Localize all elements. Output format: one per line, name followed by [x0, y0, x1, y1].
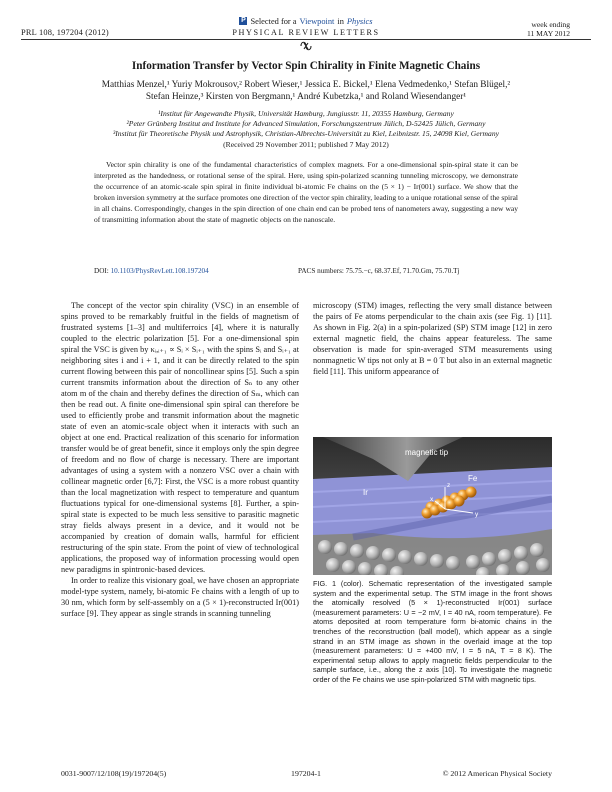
- selected-in: in: [337, 16, 344, 26]
- body-right-column: [313, 300, 552, 377]
- affiliations: [40, 109, 572, 139]
- physics-link[interactable]: Physics: [346, 16, 373, 26]
- paragraph: microscopy (STM) images, reflecting the very small distance between the pairs of Fe atoms perpendicular to the chain axis (see Fig. 1) [11]. As shown in Fig. 2(a) in a spin-polarized (SP) STM image [12] in zero external magnetic field, the chains appear featureless. The same observation is made for spin-averaged STM measurements using nonmagnetic W tips not only at B = 0 T but also in an external magnetic field [11]. This uniform appearance of: [313, 301, 552, 376]
- figure-1: [313, 437, 552, 575]
- affiliation-2: ²Peter Grünberg Institut and Institute for Advanced Simulation, Forschungszentrum Jülich, D-52425 Jülich, Germany: [126, 119, 486, 128]
- week-ending-date: 11 MAY 2012: [526, 29, 570, 38]
- footer-issn: 0031-9007/12/108(19)/197204(5): [61, 769, 167, 778]
- viewpoint-icon: P: [241, 17, 246, 24]
- author-list: [40, 79, 572, 103]
- doi-label: DOI:: [94, 267, 109, 275]
- suggestion-icon: [296, 40, 316, 56]
- journal-citation: PRL 108, 197204 (2012): [21, 28, 109, 37]
- selected-prefix: Selected for a: [250, 16, 297, 26]
- pacs-numbers: PACS numbers: 75.75.−c, 68.37.Ef, 71.70.Gm, 75.70.Tj: [298, 267, 460, 275]
- journal-name: PHYSICAL REVIEW LETTERS: [232, 27, 380, 37]
- article-title: Information Transfer by Vector Spin Chirality in Finite Magnetic Chains: [131, 60, 481, 72]
- issue-date: [527, 20, 570, 38]
- viewpoint-banner: [0, 15, 612, 37]
- week-ending-label: week ending: [531, 20, 570, 29]
- authors-line-1: Matthias Menzel,¹ Yuriy Mokrousov,² Robert Wieser,¹ Jessica E. Bickel,¹ Elena Vedmedenko,¹ Stefan Blügel,²: [101, 80, 511, 90]
- viewpoint-link[interactable]: Viewpoint: [299, 16, 335, 26]
- footer-page-number: 197204-1: [291, 769, 321, 778]
- label-x-axis: x: [430, 496, 434, 503]
- paragraph: In order to realize this visionary goal, we have chosen an appropriate model-type system, namely, bi-atomic Fe chains with a length of up to 30 nm, which form by self-assembly on a (5 × 1)-reconstructed Ir(001) surface [9]. They appear as single strands in scanning tunneling: [61, 576, 299, 618]
- label-ir: Ir: [363, 488, 368, 497]
- doi-line: [94, 267, 209, 275]
- figure-1-illustration: [313, 437, 552, 575]
- authors-line-2: Stefan Heinze,³ Kirsten von Bergmann,¹ André Kubetzka,¹ and Roland Wiesendanger¹: [145, 92, 467, 102]
- label-z-axis: z: [447, 482, 451, 489]
- label-magnetic-tip: magnetic tip: [405, 448, 449, 457]
- figure-1-caption: FIG. 1 (color). Schematic representation of the investigated sample system and the experimental setup. The STM image in the front shows the atomically resolved (5 × 1)-reconstructed Ir(001) surface (measurement parameters: U = −2 mV, I = 40 nA, room temperature). Fe atoms deposited at room temperature form bi-atomic chains in the trenches of the reconstruction (ball model), which appear as a single strand in an STM image as shown in the overlaid image at the top (measurement parameters: U = +400 mV, I = 5 nA, T = 8 K). The experimental setup allows to apply magnetic fields perpendicular to the sample surface, i.e., along the z axis [10]. To investigate the magnetic order of the Fe chains we use spin-polarized STM with magnetic tips.: [313, 579, 552, 684]
- label-fe: Fe: [468, 474, 478, 483]
- body-left-column: [61, 300, 299, 619]
- label-y-axis: y: [475, 511, 479, 518]
- affiliation-3: ³Institut für Theoretische Physik und Astrophysik, Christian-Albrechts-Universität zu Kiel, Leibnizstr. 15, 24098 Kiel, Germany: [112, 129, 500, 138]
- footer-copyright: © 2012 American Physical Society: [442, 769, 552, 778]
- abstract: Vector spin chirality is one of the fundamental characteristics of complex magnets. For a one-dimensional spin-spiral state it can be interpreted as the handedness, or rotational sense of the spiral. Here, using spin-polarized scanning tunneling microscopy, we demonstrate the occurrence of an atomic-scale spin spiral in finite individual bi-atomic Fe chains on the (5 × 1) − Ir(001) surface. We show that the broken inversion symmetry at the surface promotes one direction of the vector spin chirality, leading to a unique rotational sense of the spiral in all chains. Correspondingly, changes in the spin direction of one chain end can be probed tens of nanometers away, suggesting a new way of transmitting information about the state of magnetic objects on the nanoscale.: [94, 160, 518, 224]
- affiliation-1: ¹Institut für Angewandte Physik, Universität Hamburg, Jungiusstr. 11, 20355 Hamburg, Germany: [158, 109, 454, 118]
- received-dates: (Received 29 November 2011; published 7 May 2012): [223, 140, 389, 149]
- paragraph: The concept of the vector spin chirality (VSC) in an ensemble of spins proved to be remarkably fruitful in the fields of magnetism of frustrated systems [1–3] and multiferroics [4], where it is naturally coupled to the electric polarization [5]. For a one-dimensional spin spiral the VSC is given by κᵢ,ᵢ₊₁ ∝ Sᵢ × Sᵢ₊₁ with the spins Sᵢ and Sᵢ₊₁ at neighboring sites i and i + 1, and it can be directly related to the spin current flowing between this pair of noncollinear spins [5]. Such a spin current transmits information about the direction of Sₙ to any other atom m of the chain and thereby defines the direction of Sₘ, which can then be read out. A finite one-dimensional spin spiral can therefore be used to efficiently probe and transmit information about the magnetic state of even an atomic-scale object when it interacts with such an object at one end. Practical realization of this scenario for information transfer would be of great benefit, since it employs only the spin degree of freedom and no flow of charge is necessary. There are important advantages of using a system with a nonzero VSC over a chain with collinear magnetic order [6,7]: First, the VSC is a more robust quantity than the local magnetization with respect to temperature and quantum fluctuations typical for one-dimensional systems [8]. Further, a spin-spiral state is expected to be much less sensitive to parasitic magnetic stray fields always present in a device, and it would not be accompanied by creation of domain walls, harmful for efficient restructuring of the spin state. From the point of view of technological applications, the proposed way of information processing would open new paradigms in spintronic-based devices.: [61, 301, 299, 574]
- doi-link[interactable]: 10.1103/PhysRevLett.108.197204: [110, 267, 209, 275]
